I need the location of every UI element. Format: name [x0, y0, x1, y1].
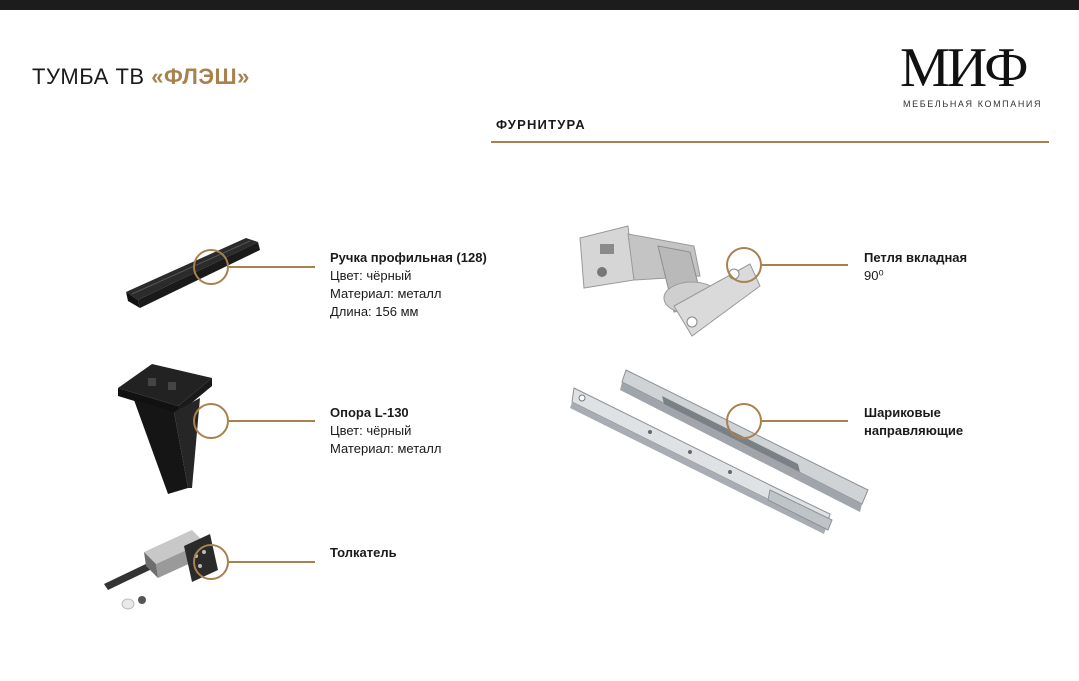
item-spec: Цвет: чёрный: [330, 268, 412, 283]
item-name: Петля вкладная: [864, 250, 968, 265]
item-name: Толкатель: [330, 545, 397, 560]
item-spec: Цвет: чёрный: [330, 423, 412, 438]
handle-leader: [229, 266, 315, 268]
item-spec: Материал: металл: [330, 441, 442, 456]
hinge-marker: [726, 247, 762, 283]
support-leg-leader: [229, 420, 315, 422]
company-logo: [900, 38, 1060, 114]
push-latch-label: [330, 544, 397, 562]
slides-marker: [726, 403, 762, 439]
hinge-label: [864, 249, 967, 285]
logo-wordmark: МИФ: [900, 37, 1026, 99]
item-spec: Материал: металл: [330, 286, 442, 301]
page-title-accent: «ФЛЭШ»: [151, 64, 250, 89]
item-spec: 90⁰: [864, 268, 884, 283]
slides-leader: [762, 420, 848, 422]
section-title: ФУРНИТУРА: [496, 117, 586, 132]
support-leg-label: [330, 404, 441, 458]
item-name: Шариковые направляющие: [864, 405, 964, 438]
item-spec: Длина: 156 мм: [330, 304, 419, 319]
handle-label: [330, 249, 487, 321]
item-name: Ручка профильная (128): [330, 250, 487, 265]
hinge-leader: [762, 264, 848, 266]
logo-subtitle: МЕБЕЛЬНАЯ КОМПАНИЯ: [903, 99, 1043, 109]
push-latch-leader: [229, 561, 315, 563]
push-latch-marker: [193, 544, 229, 580]
support-leg-marker: [193, 403, 229, 439]
section-divider: [491, 141, 1049, 143]
handle-marker: [193, 249, 229, 285]
page-title: [32, 64, 250, 90]
slides-label: [864, 404, 994, 440]
item-name: Опора L-130: [330, 405, 409, 420]
slides-image: [570, 368, 872, 534]
top-bar: [0, 0, 1079, 10]
page-title-prefix: ТУМБА ТВ: [32, 64, 152, 89]
